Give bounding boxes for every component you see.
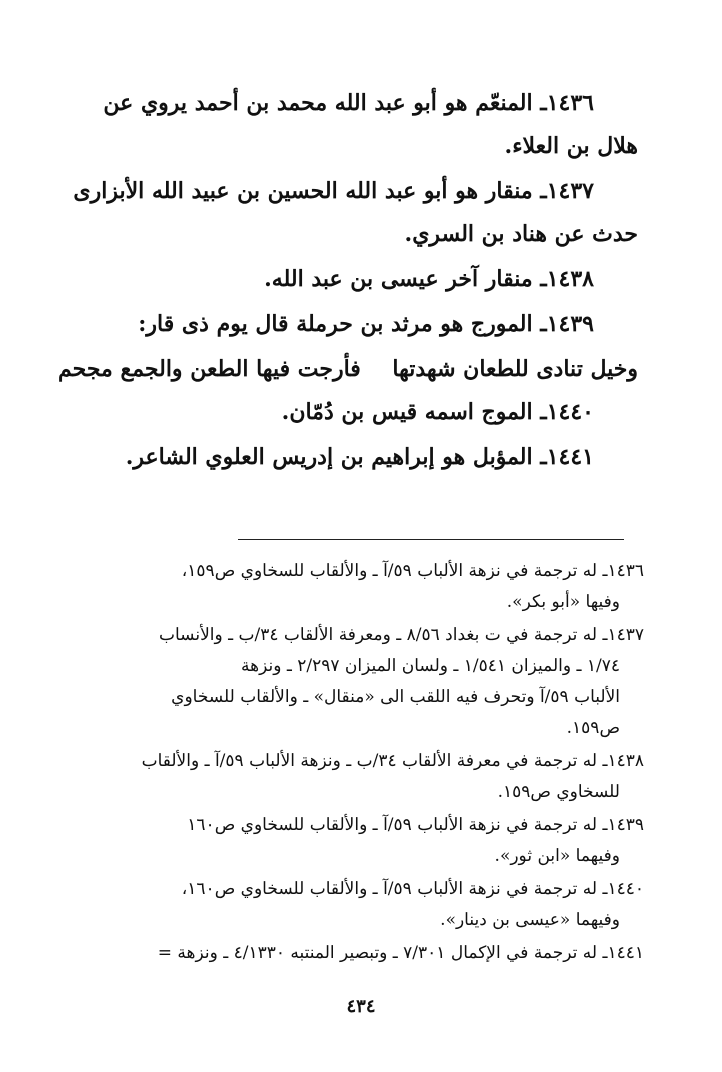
main-text [58,82,638,481]
page-number: ٤٣٤ [346,996,376,1017]
footnote-line: وفيهما «ابن ثور». [494,846,620,866]
footnote-line: ١٤٣٩ـ له ترجمة في نزهة الألباب ٥٩/آ ـ والألقاب للسخاوي ص١٦٠ [187,815,644,835]
footnote-1438 [64,746,644,808]
footnote-line: الألباب ٥٩/آ وتحرف فيه اللقب الى «منقال» ـ والألقاب للسخاوي [171,687,620,707]
footnote-line: ١٤٤٠ـ له ترجمة في نزهة الألباب ٥٩/آ ـ والألقاب للسخاوي ص١٦٠، [181,879,644,899]
footnote-1439 [64,810,644,872]
verse-second-hemistich: فأرجت فيها الطعن والجمع مجحم [58,356,361,382]
footnote-line: ١/٧٤ ـ والميزان ١/٥٤١ ـ ولسان الميزان ٢/٢٩٧ ـ ونزهة [241,656,620,676]
entry-1441: ١٤٤١ـ المؤبل هو إبراهيم بن إدريس العلوي الشاعر. [125,444,594,470]
entry-1438: ١٤٣٨ـ منقار آخر عيسى بن عبد الله. [264,266,594,292]
footnote-line: ١٤٣٦ـ له ترجمة في نزهة الألباب ٥٩/آ ـ والألقاب للسخاوي ص١٥٩، [181,561,644,581]
footnote-line: للسخاوي ص١٥٩. [497,782,620,802]
footnote-1441 [64,938,644,969]
verse-line [58,348,638,391]
footnote-line: وفيها «أبو بكر». [506,592,620,612]
footnote-line: ١٤٣٧ـ له ترجمة في ت بغداد ٨/٥٦ ـ ومعرفة الألقاب ٣٤/ب ـ والأنساب [159,625,644,645]
footnote-1436 [64,556,644,618]
entry-1439: ١٤٣٩ـ المورج هو مرثد بن حرملة قال يوم ذى قار: [138,311,594,337]
footnote-line: ١٤٣٨ـ له ترجمة في معرفة الألقاب ٣٤/ب ـ ونزهة الألباب ٥٩/آ ـ والألقاب [141,751,644,771]
footnote-line: وفيهما «عيسى بن دينار». [440,910,620,930]
footnote-1440 [64,874,644,936]
footnote-line: ص١٥٩. [566,718,620,738]
footnote-1437 [64,620,644,744]
entry-1440: ١٤٤٠ـ الموج اسمه قيس بن دُمّان. [281,399,594,425]
entry-1436: ١٤٣٦ـ المنعّم هو أبو عبد الله محمد بن أحمد يروي عن هلال بن العلاء. [103,90,638,159]
footnote-line: ١٤٤١ـ له ترجمة في الإكمال ٧/٣٠١ ـ وتبصير المنتبه ٤/١٣٣٠ ـ ونزهة = [157,943,644,963]
footnote-divider [238,539,624,540]
footnotes [64,556,644,971]
verse-first-hemistich: وخيل تنادى للطعان شهدتها [392,356,638,382]
entry-1437: ١٤٣٧ـ منقار هو أبو عبد الله الحسين بن عبيد الله الأبزارى حدث عن هناد بن السري. [73,178,638,247]
